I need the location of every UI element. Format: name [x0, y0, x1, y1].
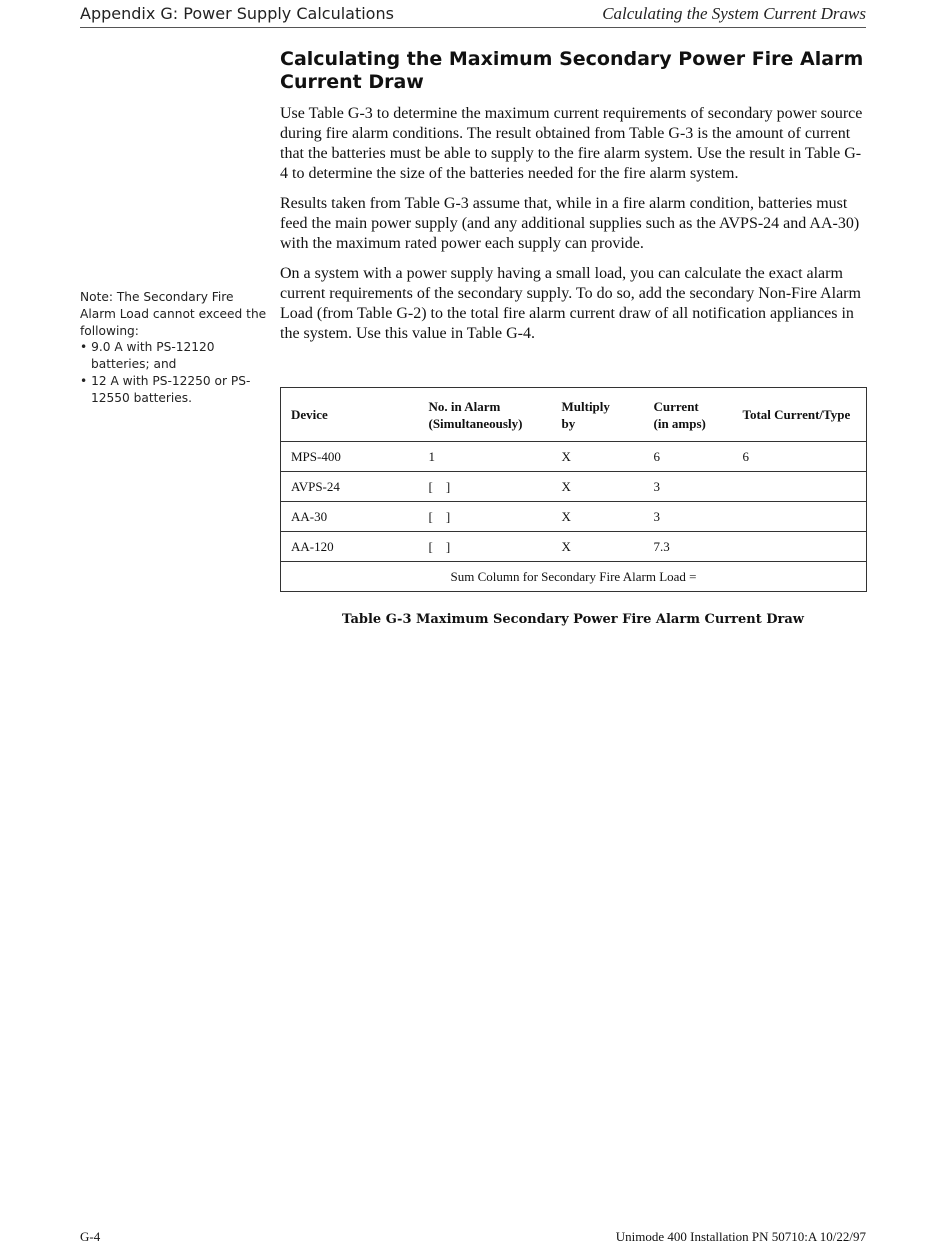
- cell-current: 6: [644, 442, 733, 472]
- header-current: [644, 388, 733, 442]
- cell-alarm: [ ]: [419, 502, 552, 532]
- cell-alarm: [ ]: [419, 532, 552, 562]
- header-no-in-alarm-line1: No. in Alarm: [428, 398, 501, 414]
- cell-alarm: [ ]: [419, 472, 552, 502]
- sum-label: Sum Column for Secondary Fire Alarm Load =: [281, 562, 867, 592]
- note-intro: Note: The Secondary Fire Alarm Load cannot exceed the following:: [80, 290, 267, 338]
- header-current-line2: (in amps): [653, 415, 706, 431]
- paragraph-1: Use Table G-3 to determine the maximum current requirements of secondary power source during fire alarm conditions. The result obtained from Table G-3 is the amount of current that the batteries must be able to supply to the fire alarm system. Use the result in Table G-4 to determine the size of the batteries needed for the fire alarm system.: [280, 105, 863, 182]
- cell-device: MPS-400: [281, 442, 419, 472]
- cell-device: AA-120: [281, 532, 419, 562]
- running-header-left: Appendix G: Power Supply Calculations: [80, 4, 394, 23]
- paragraph-3: On a system with a power supply having a small load, you can calculate the exact alarm current requirements of the secondary supply. To do so, add the secondary Non-Fire Alarm Load (from Table G-2) to the total fire alarm current draw of all notification appliances in the system. Use this value in Table G-4.: [280, 265, 861, 342]
- table-row: [281, 442, 867, 472]
- cell-total: [733, 472, 867, 502]
- cell-multiply: X: [552, 502, 644, 532]
- cell-current: 7.3: [644, 532, 733, 562]
- cell-total: [733, 532, 867, 562]
- header-multiply-line1: Multiply: [561, 398, 610, 414]
- running-header-right: Calculating the System Current Draws: [602, 4, 866, 23]
- side-note: [80, 289, 270, 407]
- paragraph-2: Results taken from Table G-3 assume that, while in a fire alarm condition, batteries must feed the main power supply (and any additional supplies such as the AVPS-24 and AA-30) with the maximum rated power each supply can provide.: [280, 195, 860, 252]
- footer-doc-info: Unimode 400 Installation PN 50710:A 10/22/97: [615, 1229, 866, 1244]
- note-bullet-1: • 9.0 A with PS-12120 batteries; and: [80, 340, 215, 372]
- cell-total: 6: [733, 442, 867, 472]
- header-current-line1: Current: [653, 398, 699, 414]
- cell-current: 3: [644, 472, 733, 502]
- table-g3: [280, 387, 867, 592]
- header-multiply-line2: by: [561, 415, 576, 431]
- table-row: [281, 532, 867, 562]
- header-rule: [80, 27, 866, 28]
- cell-device: AVPS-24: [281, 472, 419, 502]
- page-number: G-4: [80, 1229, 101, 1244]
- table-caption: Table G-3 Maximum Secondary Power Fire Alarm Current Draw: [342, 612, 804, 627]
- cell-multiply: X: [552, 442, 644, 472]
- header-total: Total Current/Type: [733, 388, 867, 442]
- table-header-row: [281, 388, 867, 442]
- header-no-in-alarm-line2: (Simultaneously): [428, 415, 523, 431]
- cell-device: AA-30: [281, 502, 419, 532]
- cell-total: [733, 502, 867, 532]
- table-sum-row: [281, 562, 867, 592]
- cell-alarm: 1: [419, 442, 552, 472]
- table-row: [281, 502, 867, 532]
- header-device: Device: [281, 388, 419, 442]
- cell-current: 3: [644, 502, 733, 532]
- header-multiply: [552, 388, 644, 442]
- table-row: [281, 472, 867, 502]
- section-title: Calculating the Maximum Secondary Power Fire Alarm Current Draw: [280, 48, 864, 93]
- main-content: [280, 48, 866, 354]
- note-bullet-2: • 12 A with PS-12250 or PS-12550 batteries.: [80, 373, 251, 405]
- cell-multiply: X: [552, 472, 644, 502]
- cell-multiply: X: [552, 532, 644, 562]
- header-no-in-alarm: [419, 388, 552, 442]
